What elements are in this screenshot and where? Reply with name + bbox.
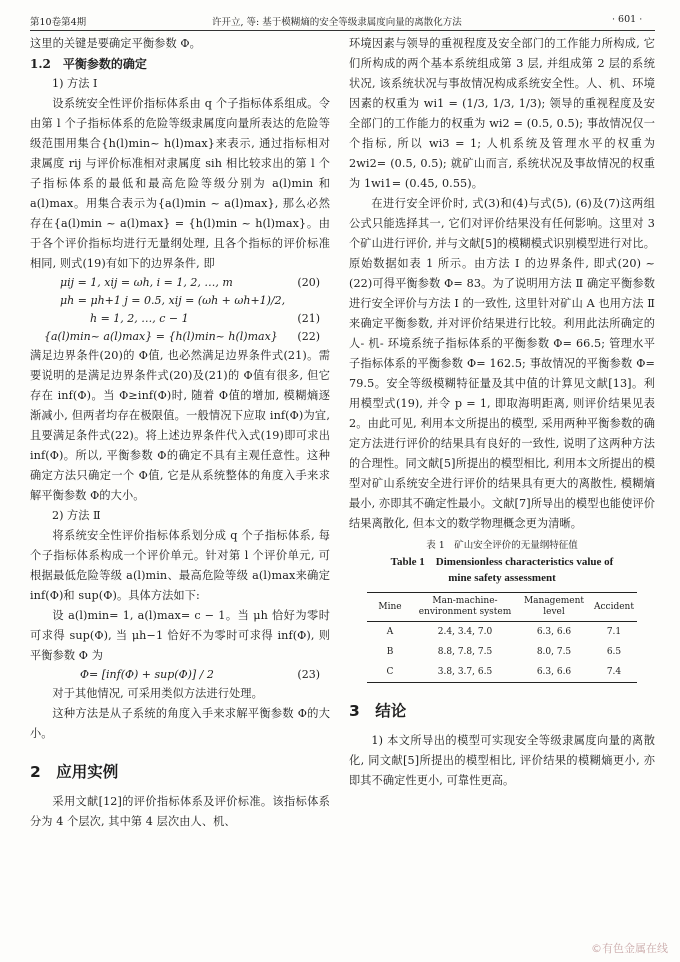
- evaluation-paragraph: 在进行安全评价时, 式(3)和(4)与式(5), (6)及(7)这两组公式只能选择其一, 它们对评价结果没有任何影响。这里对 3 个矿山进行评价, 并与文献[5]的模糊模式识别模型进行对比。原始数据如表 1 所示。由方法 Ⅰ 的边界条件, 即式(20) ~ (22)可得平衡参数 Φ= 83。为了说明用方法 Ⅱ 确定平衡参数进行安全评价与方法 Ⅰ 的一致性, 这里针对矿山 A 也用方法 Ⅱ 来确定平衡参数, 并对评价结果进行比较。利用此法所确定的人- 机- 环境系统子指标体系的平衡参数 Φ= 66.5; 管理水平子指标体系的平衡参数 Φ= 162.5; 事故情况的平衡参数 Φ= 79.5。安全等级模糊特征量及其中值的计算见文献[13]。利用模型式(19), 并令 p = 1, 即取海明距离, 则评价结果见表 2。由此可见, 利用本文所提出的模型, 采用两种平衡参数的确定方法进行评价的结果具有良好的一致性, 说明了这两种方法的合理性。同文献[5]所提出的模型相比, 利用本文所提出的模型对矿山系统安全进行评价的结果具有更大的离散性, 模糊熵最小, 亦即其不确定性最小。文献[7]所导出的模型也能使评价结果离散化, 但本文的数学物理概念更为清晰。: [349, 197, 655, 530]
- table-cell: 8.0, 7.5: [536, 647, 572, 657]
- running-title: 许开立, 等: 基于模糊熵的安全等级隶属度向量的离散化方法: [212, 17, 462, 28]
- table-cell: 3.8, 3.7, 6.5: [413, 662, 517, 683]
- table-cell: 7.1: [606, 627, 622, 637]
- header-rule: [30, 30, 655, 31]
- column-header: Management level: [517, 593, 591, 622]
- equation-number-22: (22): [297, 330, 320, 343]
- equation-20a: μij = 1, xij = ωh, i = 1, 2, …, m (20): [30, 274, 330, 292]
- watermark: ©有色金属在线: [591, 942, 668, 955]
- method-1-heading: 1) 方法 Ⅰ: [52, 77, 98, 90]
- table-cell: 6.5: [606, 647, 622, 657]
- column-header: Mine: [367, 593, 413, 622]
- journal-volume: 第10卷第4期: [30, 17, 87, 28]
- boundary-condition-paragraph: 满足边界条件(20)的 Φ值, 也必然满足边界条件式(21)。需要说明的是满足边界条件式(20)及(21)的 Φ值有很多, 但它存在 inf(Φ)。当 Φ≥inf(Φ)时, 随着 Φ值的增加, 模糊熵逐渐减小, 但两者均存在极限值。一般情况下应取 inf(Φ)为宜, 且要满足条件式(22)。将上述边界条件代入式(19)即可求出 inf(Φ)。所以, 平衡参数 Φ的确定不具有主观任意性。这种确定方法只确定一个 Φ值, 它是从系统整体的角度入手来求解平衡参数 Φ的大小。: [30, 349, 330, 502]
- method-2-summary: 这种方法是从子系统的角度入手来求解平衡参数 Φ的大小。: [30, 707, 330, 740]
- left-column: [30, 34, 330, 832]
- equation-number-20: (20): [297, 276, 320, 289]
- subsection-heading-1-2: 1.2 平衡参数的确定: [30, 57, 147, 71]
- table-cell: 7.4: [591, 662, 637, 683]
- table-cell: B: [386, 647, 394, 657]
- table-row: [367, 622, 637, 643]
- table-cell: 6.3, 6.6: [517, 662, 591, 683]
- table-row: [367, 662, 637, 683]
- section-2-heading: 2 应用实例: [30, 763, 119, 781]
- table-1-caption-en-line2: mine safety assessment: [448, 572, 556, 584]
- other-cases-sentence: 对于其他情况, 可采用类似方法进行处理。: [52, 687, 263, 700]
- table-1-caption-cn: 表 1 矿山安全评价的无量纲特征值: [426, 540, 578, 551]
- table-cell: A: [386, 627, 394, 637]
- page-number: · 601 ·: [612, 14, 643, 25]
- application-paragraph: 采用文献[12]的评价指标体系及评价标准。该指标体系分为 4 个层次, 其中第 4 层次由人、机、: [30, 795, 330, 828]
- method-2-heading: 2) 方法 Ⅱ: [52, 509, 101, 522]
- table-cell: 6.3, 6.6: [536, 627, 572, 637]
- table-1: [367, 592, 637, 683]
- table-cell: C: [367, 662, 413, 683]
- equation-20b: μh = μh+1 j = 0.5, xij = (ωh + ωh+1)/2,: [60, 294, 286, 307]
- method-2-paragraph: 将系统安全性评价指标体系划分成 q 个子指标体系, 每个子指标体系构成一个评价单元。针对第 l 个评价单元, 可根据最低危险等级 a(l)min、最高危险等级 a(l)max来确定 inf(Φ)和 sup(Φ)。具体方法如下:: [30, 529, 330, 602]
- weights-paragraph: 环境因素与领导的重视程度及安全部门的工作能力所构成, 它们所构成的两个基本系统组成第 3 层, 并组成第 2 层的系统状况, 该系统状况与事故情况构成系统安全性。人、机、环境因素的权重为 wi1 = (1/3, 1/3, 1/3); 领导的重视程度及安全部门的工作能力的权重为 wi2 = (0.5, 0.5); 事故情况仅一个指标, 所以 wi3 = 1; 人机系统及管理水平的权重为 2wi2= (0.5, 0.5); 就矿山而言, 系统状况及事故情况的权重为 1wi1= (0.45, 0.55)。: [349, 37, 655, 190]
- conclusion-paragraph: 1) 本文所导出的模型可实现安全等级隶属度向量的离散化, 同文献[5]所提出的模型相比, 评价结果的模糊熵更小, 亦即其不确定性更小, 可靠性更高。: [349, 734, 655, 787]
- equation-number-23: (23): [297, 668, 320, 681]
- method-1-paragraph: 设系统安全性评价指标体系由 q 个子指标体系组成。令由第 l 个子指标体系的危险等级隶属度向量所表达的危险等级范围用集合{h(l)min~ h(l)max}来表示, 通过指标相对隶属度 rij 与评价标准相对隶属度 sih 相比较求出的第 l 个子指标体系的最低和最高危险等级分别为 a(l)min 和 a(l)max。用集合表示为{a(l)min ~ a(l)max}, 那么必然存在{a(l)min ~ a(l)max} = {h(l)min ~ h(l)max}。由于各个评价指标均进行无量纲处理, 且各个指标的评价标准相同, 则式(19)有如下的边界条件, 即: [30, 97, 330, 270]
- table-cell: 2.4, 3.4, 7.0: [437, 627, 493, 637]
- table-header-row: [367, 593, 637, 622]
- equation-number-21: (21): [297, 312, 320, 325]
- equation-22: {a(l)min~ a(l)max} = {h(l)min~ h(l)max} (22): [30, 328, 330, 346]
- column-header: Man-machine-environment system: [413, 593, 517, 622]
- running-header: [0, 12, 680, 32]
- table-1-caption-en-line1: Table 1 Dimensionless characteristics value of: [390, 556, 614, 568]
- section-3-heading: 3 结论: [349, 702, 407, 720]
- equation-21: h = 1, 2, …, c − 1 (21): [30, 310, 330, 328]
- method-2-setup: 设 a(l)min= 1, a(l)max= c − 1。当 μh 恰好为零时可求得 sup(Φ), 当 μh−1 恰好不为零时可求得 inf(Φ), 则平衡参数 Φ 为: [30, 609, 330, 662]
- column-header: Accident: [591, 593, 637, 622]
- equation-23: Φ= [inf(Φ) + sup(Φ)] / 2 (23): [30, 666, 330, 684]
- table-row: [367, 642, 637, 662]
- intro-sentence: 这里的关键是要确定平衡参数 Φ。: [30, 37, 201, 50]
- right-column: [349, 34, 655, 791]
- table-cell: 8.8, 7.8, 7.5: [437, 647, 493, 657]
